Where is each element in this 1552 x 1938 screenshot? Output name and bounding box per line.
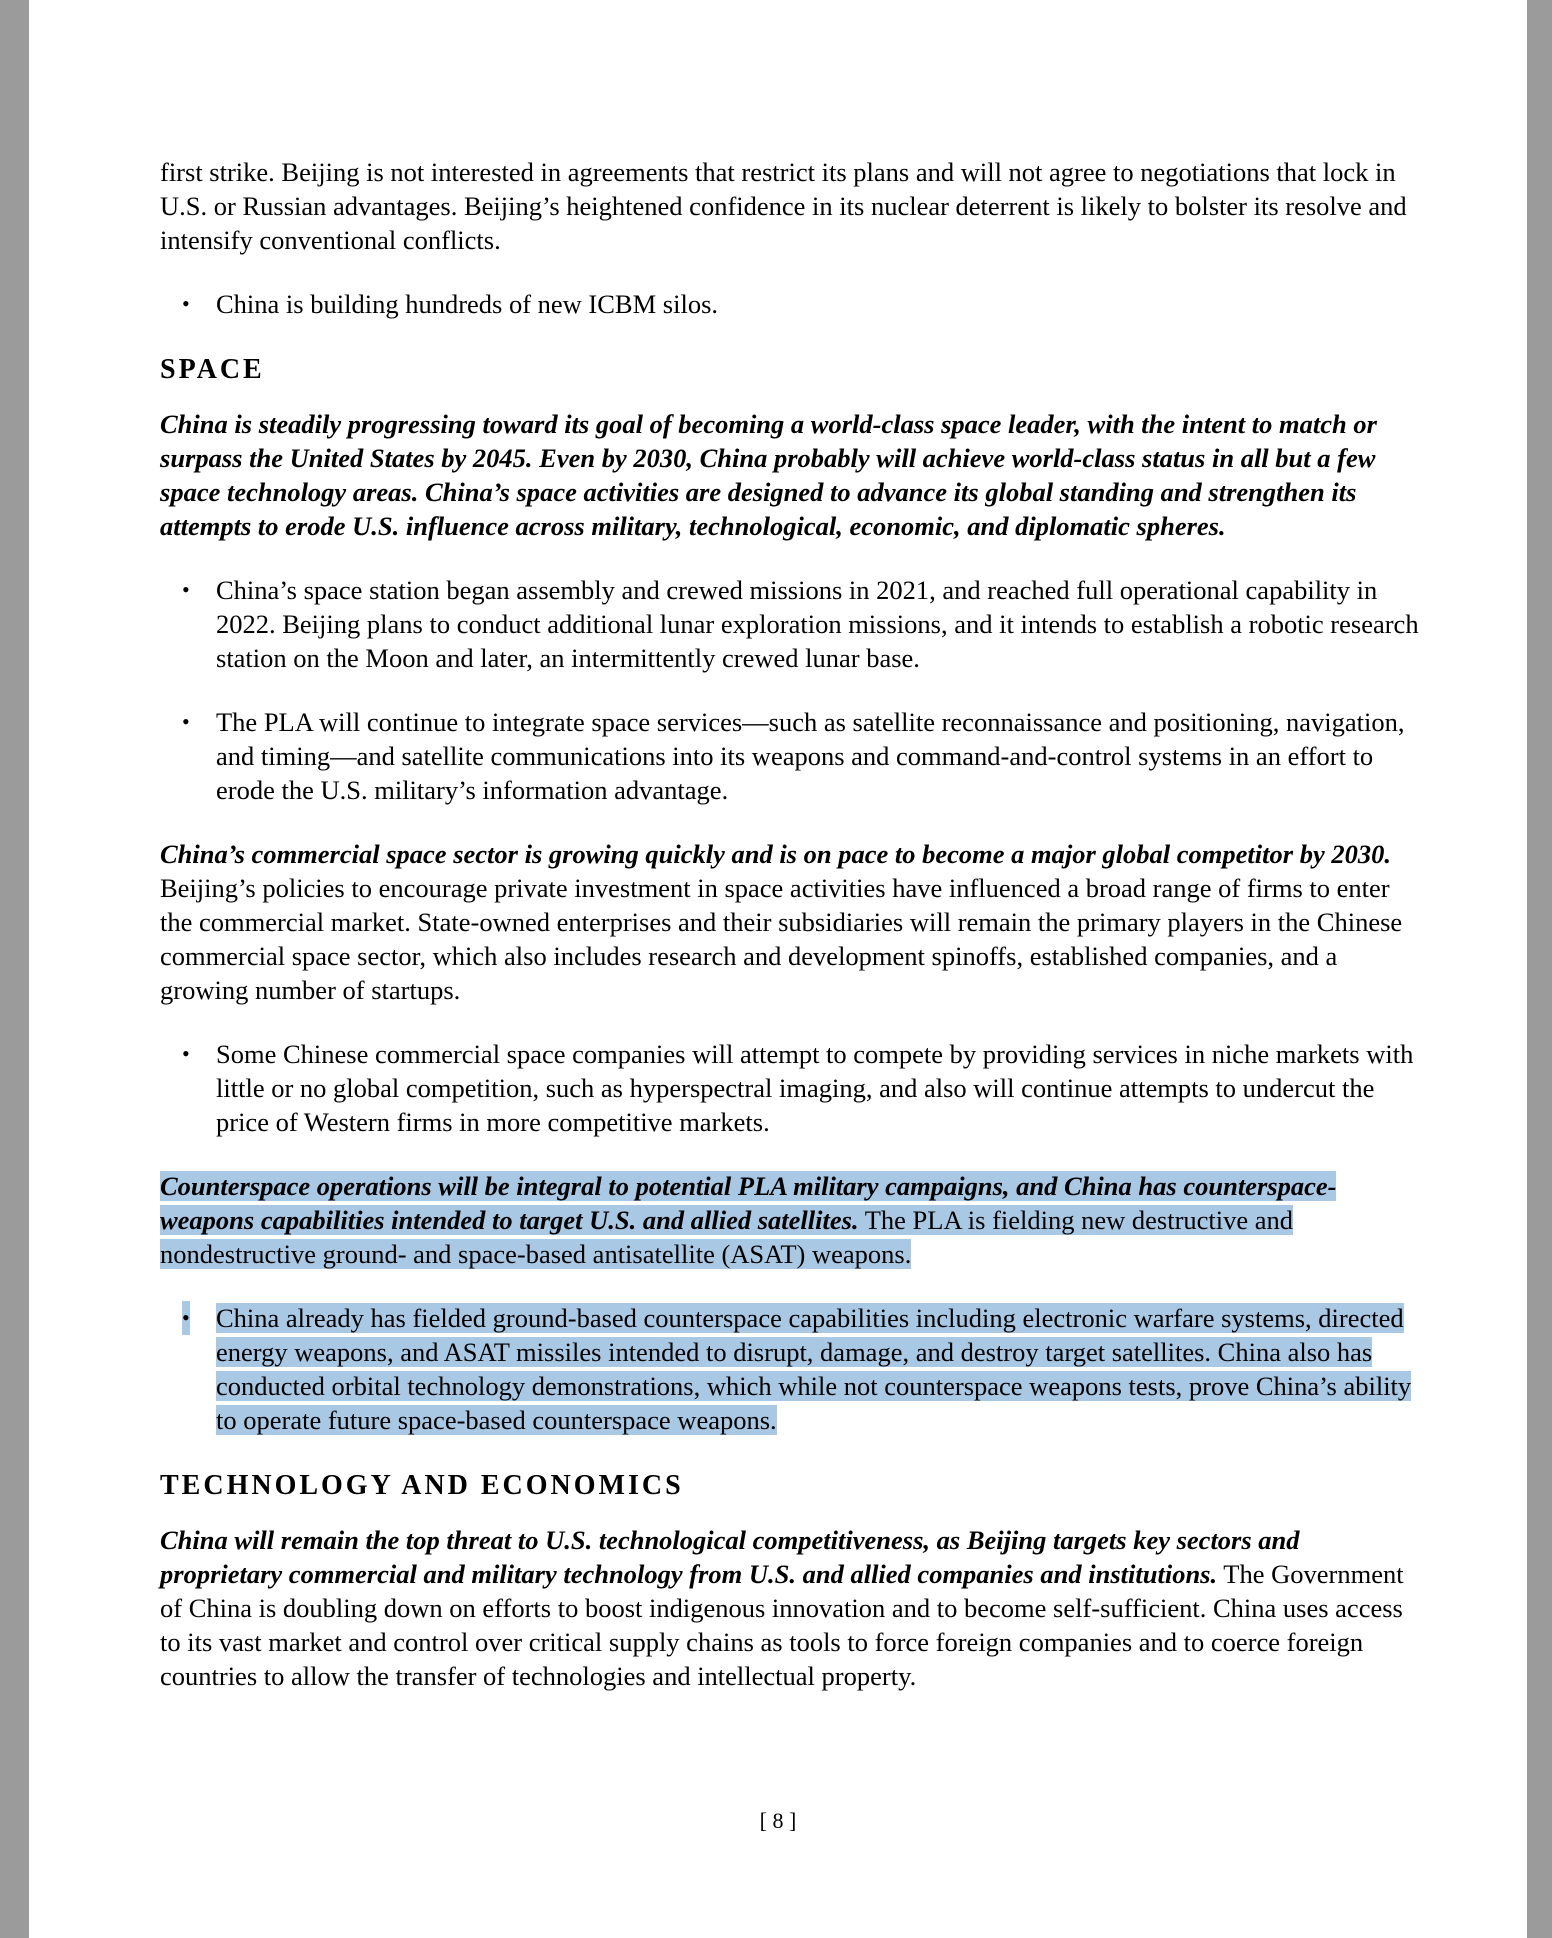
counterspace-lead: Counterspace operations will be integral to potential PLA military campaigns, and China has counterspace-weapons capabilities intended to target U.S. and allied satellites. xyxy=(160,1171,1337,1235)
commercial-space-paragraph xyxy=(160,837,1420,1007)
bullet-commercial-companies xyxy=(160,1037,1420,1139)
bullet-icon: • xyxy=(182,577,190,602)
document-page xyxy=(29,0,1527,1938)
bullet-text: Some Chinese commercial space companies will attempt to compete by providing services in niche markets with little or no global competition, such as hyperspectral imaging, and also will continue attempts to undercut the price of Western firms in more competitive markets. xyxy=(216,1039,1414,1137)
counterspace-body: The PLA is fielding new destructive and nondestructive ground- and space-based antisatellite (ASAT) weapons. xyxy=(160,1205,1294,1269)
bullet-icon: • xyxy=(182,1301,190,1335)
commercial-body: Beijing’s policies to encourage private investment in space activities have influenced a broad range of firms to enter the commercial market. State-owned enterprises and their subsidiaries will remain the primary players in the Chinese commercial space sector, which also includes research and development spinoffs, established companies, and a growing number of startups. xyxy=(160,873,1403,1005)
bullet-text: China already has fielded ground-based counterspace capabilities including electronic warfare systems, directed energy weapons, and ASAT missiles intended to disrupt, damage, and destroy target satellites. China also has conducted orbital technology demonstrations, which while not counterspace weapons tests, prove China’s ability to operate future space-based counterspace weapons. xyxy=(216,1303,1412,1435)
space-lead-paragraph: China is steadily progressing toward its goal of becoming a world-class space leader, with the intent to match or surpass the United States by 2045. Even by 2030, China probably will achieve world-class status in all but a few space technology areas. China’s space activities are designed to advance its global standing and strengthen its attempts to erode U.S. influence across military, technological, economic, and diplomatic spheres. xyxy=(160,409,1377,541)
technology-paragraph xyxy=(160,1523,1420,1693)
bullet-counterspace-capabilities-selected[interactable] xyxy=(160,1301,1420,1437)
bullet-pla-space-services xyxy=(160,705,1420,807)
bullet-icbm-silos xyxy=(160,287,1420,321)
section-heading-space: SPACE xyxy=(160,354,265,385)
page-number: [ 8 ] xyxy=(759,1808,797,1833)
bullet-text: China’s space station began assembly and crewed missions in 2021, and reached full operational capability in 2022. Beijing plans to conduct additional lunar exploration missions, and it intends to establish a robotic research station on the Moon and later, an intermittently crewed lunar base. xyxy=(216,575,1419,673)
page-content xyxy=(160,155,1420,1693)
bullet-icon: • xyxy=(182,1041,190,1066)
bullet-text: China is building hundreds of new ICBM silos. xyxy=(216,289,719,319)
section-heading-technology: TECHNOLOGY AND ECONOMICS xyxy=(160,1470,684,1501)
bullet-space-station xyxy=(160,573,1420,675)
paragraph-first-strike: first strike. Beijing is not interested in agreements that restrict its plans and will not agree to negotiations that lock in U.S. or Russian advantages. Beijing’s heightened confidence in its nuclear deterrent is likely to bolster its resolve and intensify conventional conflicts. xyxy=(160,157,1407,255)
bullet-icon: • xyxy=(182,291,190,316)
bullet-text: The PLA will continue to integrate space services—such as satellite reconnaissance and positioning, navigation, and timing—and satellite communications into its weapons and command-and-control systems in an effort to erode the U.S. military’s information advantage. xyxy=(216,707,1405,805)
technology-lead: China will remain the top threat to U.S. technological competitiveness, as Beijing targets key sectors and proprietary commercial and military technology from U.S. and allied companies and institutions. xyxy=(160,1525,1300,1589)
commercial-lead: China’s commercial space sector is growing quickly and is on pace to become a major global competitor by 2030. xyxy=(160,839,1391,869)
technology-body: The Government of China is doubling down on efforts to boost indigenous innovation and to become self-sufficient. China uses access to its vast market and control over critical supply chains as tools to force foreign companies and to coerce foreign countries to allow the transfer of technologies and intellectual property. xyxy=(160,1559,1404,1691)
counterspace-paragraph-selected[interactable] xyxy=(160,1169,1420,1271)
bullet-icon: • xyxy=(182,709,190,734)
